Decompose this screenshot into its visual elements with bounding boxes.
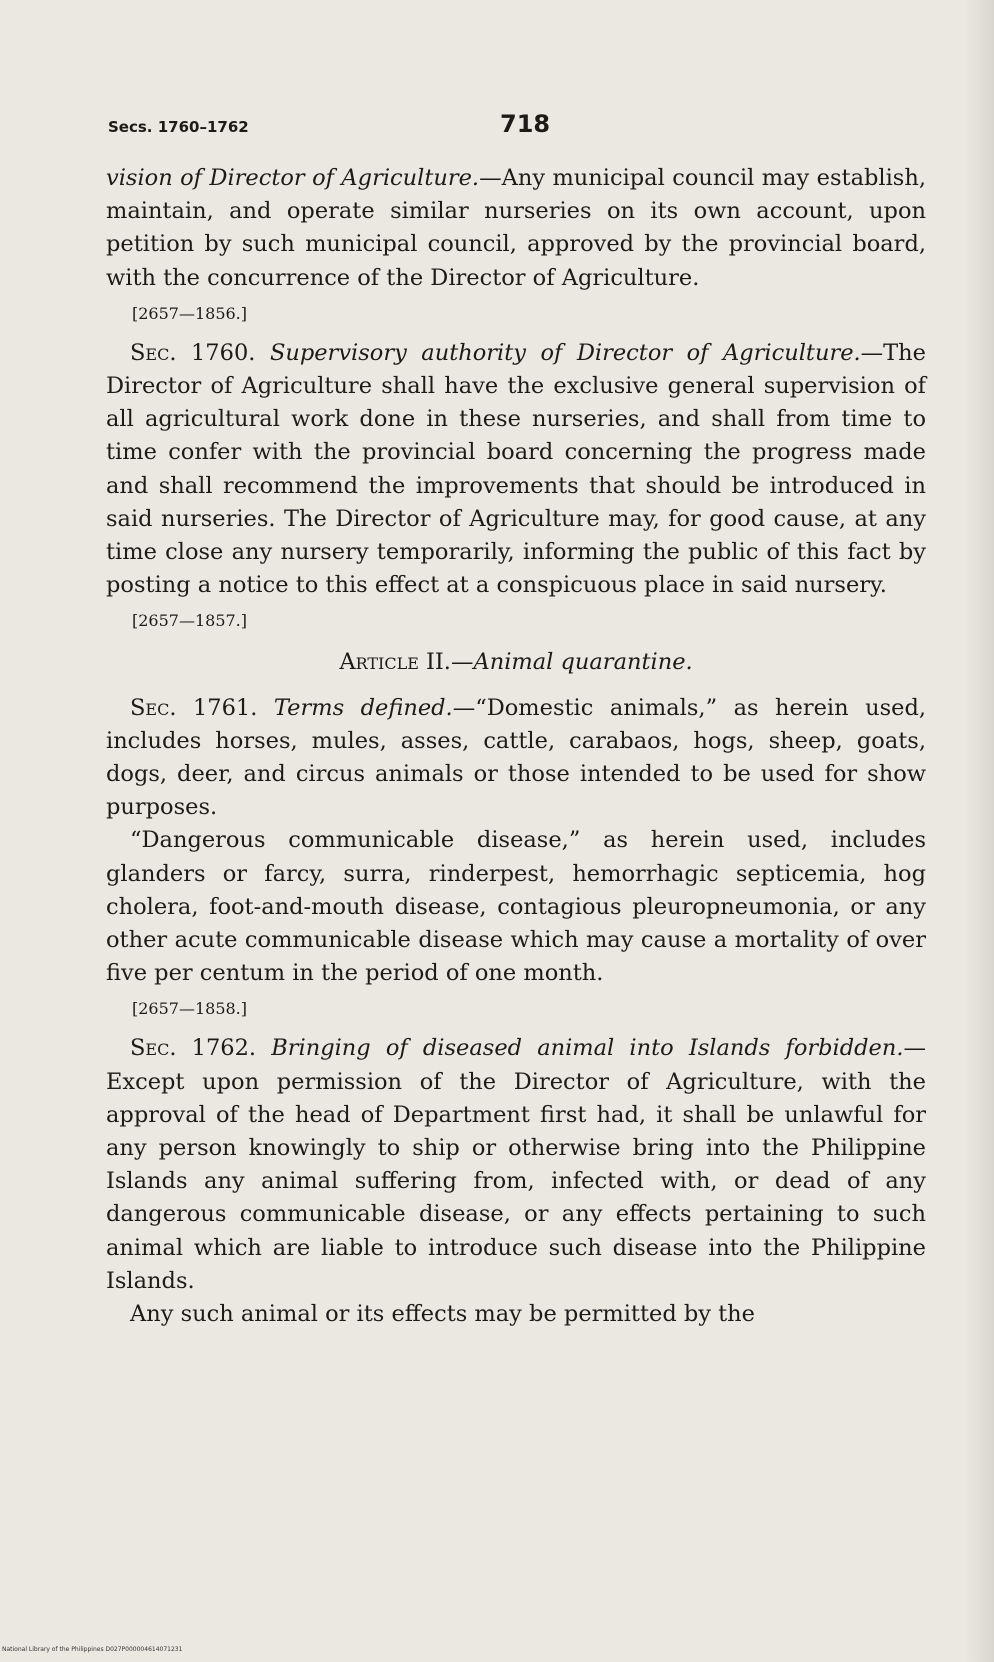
continued-text: —Any municipal council may establish, maintain, and operate similar nurseries on its own account, upon petition by such municipal council, approved by the provincial board, with the concurrence of the Director of Agriculture.: [106, 165, 926, 291]
scan-credit: National Library of the Philippines D027P000004614071231: [2, 1646, 183, 1653]
section-1761-label: Sec. 1761.: [130, 694, 258, 721]
section-1761-paragraph-2: “Dangerous communicable disease,” as herein used, includes glanders or farcy, surra, rinderpest, hemorrhagic septicemia, hog cholera, foot-and-mouth disease, contagious pleuropneumonia, or any other acute communicable disease which may cause a mortality of over five per centum in the period of one month.: [106, 827, 926, 987]
section-1761: [106, 692, 926, 825]
body-text: [106, 162, 926, 1331]
section-1761-text: —“Domestic animals,” as herein used, includes horses, mules, asses, cattle, carabaos, hogs, sheep, goats, dogs, deer, and circus animals or those intended to be used for show purposes.: [106, 694, 926, 821]
section-1761-title: Terms defined.: [273, 694, 453, 721]
source-note-3: [2657—1858.]: [132, 999, 248, 1019]
continued-heading: vision of Director of Agriculture.: [106, 165, 480, 191]
source-note-2: [2657—1857.]: [132, 611, 248, 631]
source-note-1: [2657—1856.]: [132, 303, 248, 323]
section-1762-label: Sec. 1762.: [130, 1035, 257, 1062]
continued-paragraph: [106, 162, 926, 295]
section-1762-title: Bringing of diseased animal into Islands forbidden.: [271, 1035, 904, 1062]
section-1760: [106, 337, 926, 603]
article-heading: [106, 646, 926, 679]
last-line: Any such animal or its effects may be permitted by the: [130, 1301, 755, 1328]
section-1762-text: —Except upon permission of the Director of Agriculture, with the approval of the head of Department first had, it shall be unlawful for any person knowingly to ship or otherwise bring into the Philippine Islands any animal suffering from, infected with, or dead of any dangerous communicable disease, or any effects pertaining to such animal which are liable to introduce such disease into the Philippine Islands.: [106, 1035, 926, 1294]
article-title: —Animal quarantine.: [450, 649, 693, 676]
running-head: [108, 108, 928, 144]
article-label: Article II.: [339, 649, 451, 676]
section-range: Secs. 1760–1762: [108, 118, 249, 136]
page-number: 718: [500, 110, 551, 138]
section-1760-text: —The Director of Agriculture shall have the exclusive general supervision of all agricultural work done in these nurseries, and shall from time to time confer with the provincial board concerning the progress made and shall recommend the improvements that should be introduced in said nurseries. The Director of Agriculture may, for good cause, at any time close any nursery temporarily, informing the public of this fact by posting a notice to this effect at a conspicuous place in said nursery.: [106, 339, 926, 599]
section-1762: [106, 1032, 926, 1298]
section-1760-label: Sec. 1760.: [130, 339, 256, 366]
page-gutter-shadow: [964, 0, 994, 1662]
section-1760-title: Supervisory authority of Director of Agriculture.: [269, 339, 861, 366]
